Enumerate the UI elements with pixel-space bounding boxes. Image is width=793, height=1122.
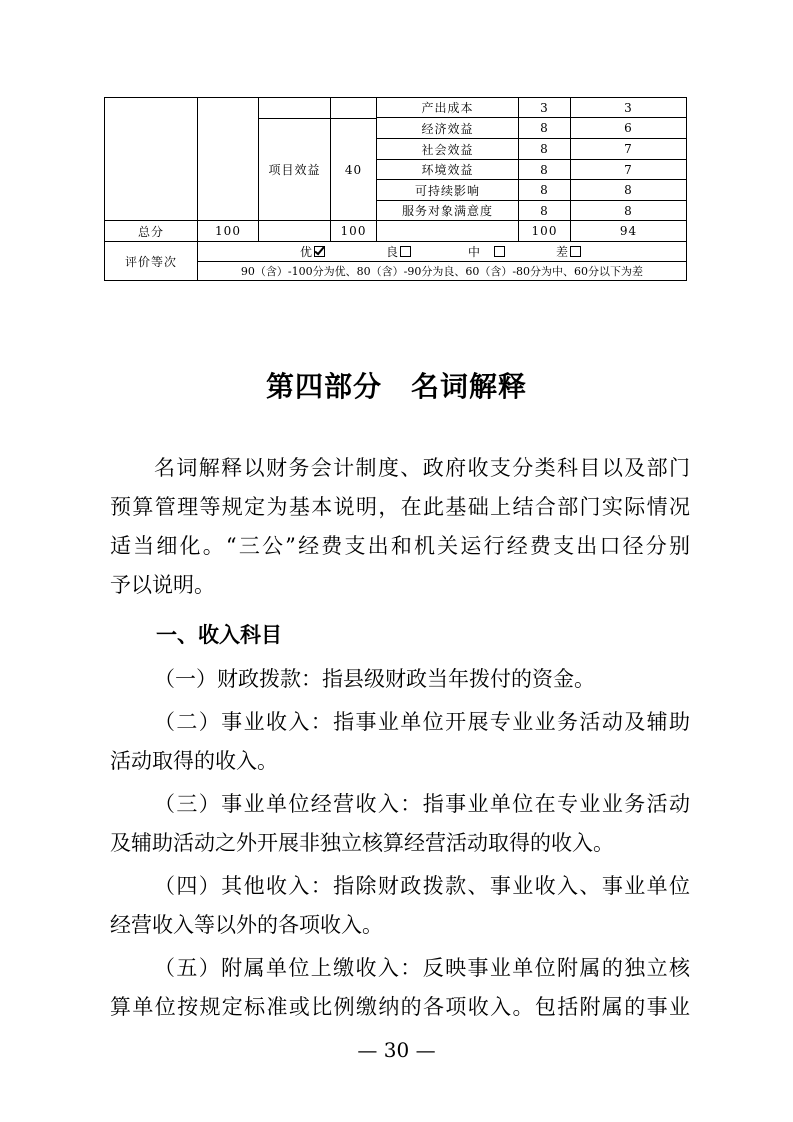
checkbox-icon [400,246,411,257]
rating-option-label: 中 [468,245,482,259]
intro-line: 预算管理等规定为基本说明，在此基础上结合部门实际情况 [110,495,690,519]
weight-cell: 8 [540,142,549,156]
weight-cell: 8 [540,162,549,177]
indicator-cell: 可持续影响 [414,183,480,198]
total-col4: 100 [340,224,367,238]
score-cell: 8 [624,183,633,197]
item-line: 及辅助活动之外开展非独立核算经营活动取得的收入。 [110,831,614,855]
indicator-cell: 经济效益 [421,121,474,136]
score-cell: 7 [624,142,633,156]
group-weight: 40 [344,162,363,177]
rating-option-medium [468,242,505,261]
rating-option-label: 差 [556,245,570,259]
group-label: 项目效益 [268,163,321,177]
rating-label: 评价等次 [124,254,177,269]
rating-option-good [386,242,411,261]
weight-cell: 8 [540,203,549,218]
indicator-cell: 社会效益 [421,142,474,157]
total-weight: 100 [531,224,558,238]
intro-line: 名词解释以财务会计制度、政府收支分类科目以及部门 [154,456,690,480]
intro-line: 予以说明。 [110,573,215,597]
weight-cell: 3 [540,100,549,115]
indicator-cell: 服务对象满意度 [401,204,493,218]
checked-box-icon [314,246,325,257]
item-line: （五）附属单位上缴收入：反映事业单位附属的独立核 [154,956,690,980]
rating-option-excellent [300,242,325,261]
score-cell: 6 [624,121,633,135]
item-line: 经营收入等以外的各项收入。 [110,913,383,937]
rating-option-poor [556,242,581,261]
weight-cell: 8 [540,121,549,135]
rating-option-label: 良 [386,245,400,259]
checkbox-icon [570,246,581,257]
item-line: （四）其他收入：指除财政拨款、事业收入、事业单位 [154,874,690,898]
page-number: — 30 — [357,1038,436,1062]
checkbox-icon [494,246,505,257]
score-cell: 8 [624,203,633,218]
item-line: （三）事业单位经营收入：指事业单位在专业业务活动 [154,792,690,816]
rating-option-label: 优 [300,245,314,259]
item-line: 算单位按规定标准或比例缴纳的各项收入。包括附属的事业 [110,995,690,1019]
indicator-cell: 环境效益 [421,163,474,177]
total-label: 总分 [137,224,164,239]
rating-criteria: 90（含）-100分为优、80（含）-90分为良、60（含）-80分为中、60分以下为差 [240,264,644,278]
total-col2: 100 [215,224,241,238]
weight-cell: 8 [540,183,549,197]
score-cell: 7 [624,162,633,177]
section-heading: 一、收入科目 [156,623,282,647]
score-cell: 3 [624,100,633,115]
item-line: 活动取得的收入。 [110,749,278,773]
total-score: 94 [619,224,638,238]
item-line: （一）财政拨款：指县级财政当年拨付的资金。 [154,667,595,691]
intro-line: 适当细化。“三公”经费支出和机关运行经费支出口径分别 [110,534,690,558]
item-line: （二）事业收入：指事业单位开展专业业务活动及辅助 [154,710,690,734]
page-title: 第四部分 名词解释 [265,370,527,403]
indicator-cell: 产出成本 [421,101,474,115]
